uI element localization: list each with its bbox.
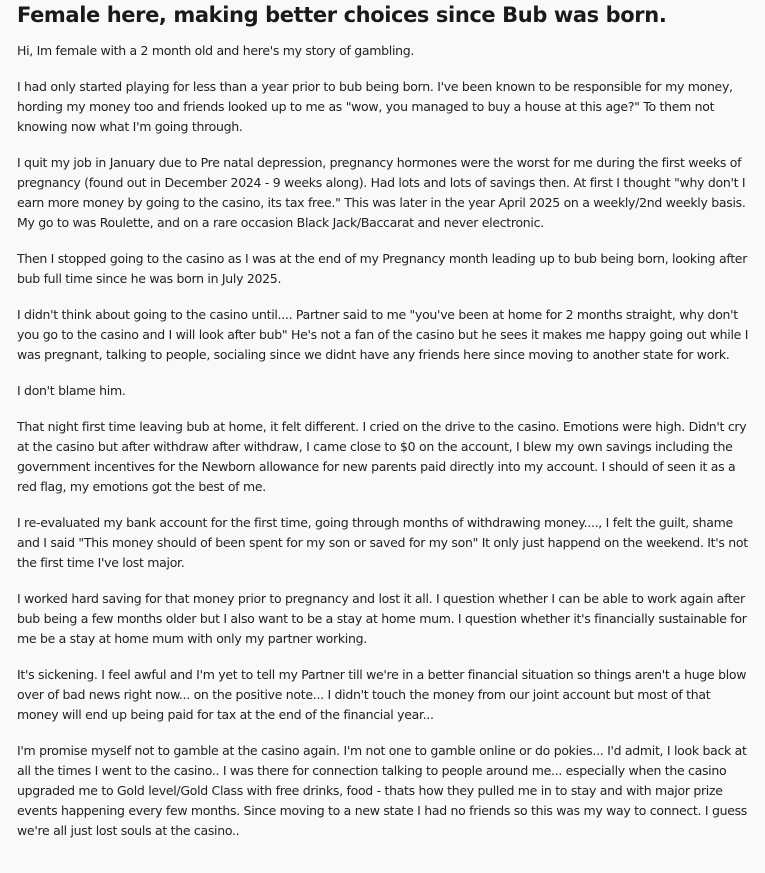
post-body bbox=[17, 41, 751, 841]
post-paragraph: I didn't think about going to the casino until.... Partner said to me "you've been at home for 2 months straight, why don't you go to the casino and I will look after bub" He's not a fan of the casino but he sees it makes me happy going out while I was pregnant, talking to people, socialing since we didnt have any friends here since moving to another state for work. bbox=[17, 307, 749, 362]
post-title: Female here, making better choices since Bub was born. bbox=[17, 3, 667, 27]
post-paragraph: That night first time leaving bub at home, it felt different. I cried on the drive to the casino. Emotions were high. Didn't cry at the casino but after withdraw after withdraw, I came close to $0 on the account, I blew my own savings including the government incentives for the Newborn allowance for new parents paid directly into my account. I should of seen it as a red flag, my emotions got the best of me. bbox=[17, 419, 747, 494]
post-paragraph: I'm promise myself not to gamble at the casino again. I'm not one to gamble online or do pokies... I'd admit, I look back at all the times I went to the casino.. I was there for connection talking to people around me... especially when the casino upgraded me to Gold level/Gold Class with free drinks, food - thats how they pulled me in to stay and with major prize events happening every few months. Since moving to a new state I had no friends so this was my way to connect. I guess we're all just lost souls at the casino.. bbox=[17, 743, 748, 838]
post-paragraph: I don't blame him. bbox=[17, 383, 126, 398]
post-paragraph: Hi, Im female with a 2 month old and here's my story of gambling. bbox=[17, 43, 415, 58]
post-paragraph: It's sickening. I feel awful and I'm yet to tell my Partner till we're in a better financial situation so things aren't a huge blow over of bad news right now... on the positive note... I didn't touch the money from our joint account but most of that money will end up being paid for tax at the end of the financial year... bbox=[17, 667, 747, 722]
post-paragraph: I re-evaluated my bank account for the first time, going through months of withdrawing money...., I felt the guilt, shame and I said "This money should of been spent for my son or saved for my son" It only just happend on the weekend. It's not the first time I've lost major. bbox=[17, 515, 748, 570]
post-paragraph: I had only started playing for less than a year prior to bub being born. I've been known to be responsible for my money, hording my money too and friends looked up to me as "wow, you managed to buy a house at this age?" To them not knowing now what I'm going through. bbox=[17, 79, 733, 134]
post-paragraph: I quit my job in January due to Pre natal depression, pregnancy hormones were the worst for me during the first weeks of pregnancy (found out in December 2024 - 9 weeks along). Had lots and lots of savings then. At first I thought "why don't I earn more money by going to the casino, its tax free." This was later in the year April 2025 on a weekly/2nd weekly basis. My go to was Roulette, and on a rare occasion Black Jack/Baccarat and never electronic. bbox=[17, 155, 746, 230]
post-paragraph: Then I stopped going to the casino as I was at the end of my Pregnancy month leading up to bub being born, looking after bub full time since he was born in July 2025. bbox=[17, 251, 748, 286]
post-paragraph: I worked hard saving for that money prior to pregnancy and lost it all. I question whether I can be able to work again after bub being a few months older but I also want to be a stay at home mum. I question whether it's financially sustainable for me be a stay at home mum with only my partner working. bbox=[17, 591, 747, 646]
